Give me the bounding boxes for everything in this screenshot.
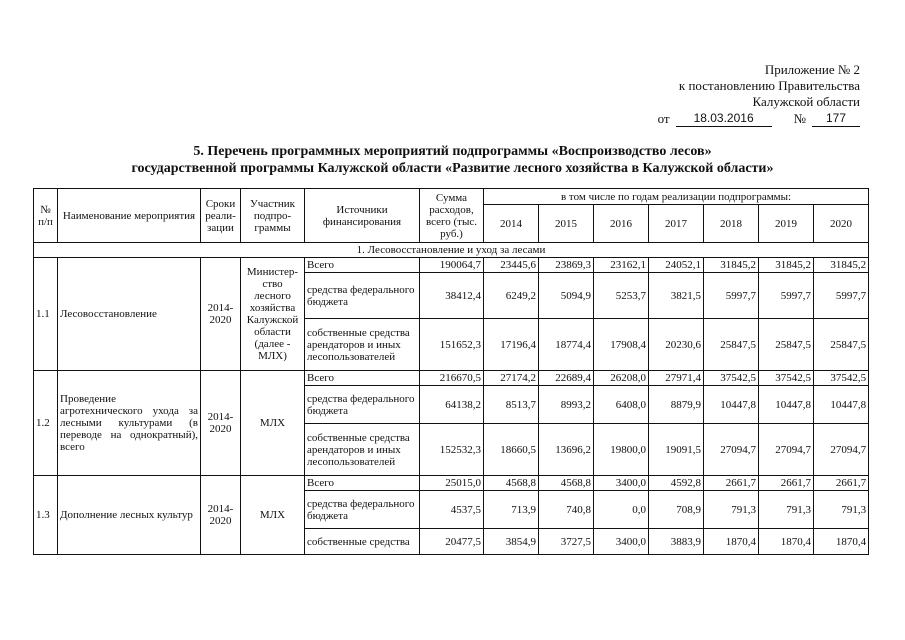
header-total: Сумма расходов, всего (тыс. руб.) (420, 189, 484, 243)
row-participant: Министер-ство лесного хозяйства Калужской области (далее - МЛХ) (241, 258, 305, 371)
row-num: 1.1 (34, 258, 58, 371)
year-value: 37542,5 (814, 371, 869, 386)
year-value: 18660,5 (484, 424, 539, 476)
year-value: 4568,8 (539, 476, 594, 491)
row-num: 1.2 (34, 371, 58, 476)
row-name: Дополнение лесных культур (58, 476, 201, 555)
title-line-1: 5. Перечень программных мероприятий подпрограммы «Воспроизводство лесов» (193, 144, 712, 159)
date-prefix: от (657, 111, 670, 126)
header-year: 2019 (759, 205, 814, 243)
title-line-2: государственной программы Калужской области «Развитие лесного хозяйства в Калужской области» (131, 161, 774, 176)
appendix-block (658, 62, 860, 127)
year-value: 20230,6 (649, 319, 704, 371)
year-value: 19091,5 (649, 424, 704, 476)
header-sources: Источники финансирования (305, 189, 420, 243)
year-value: 791,3 (704, 491, 759, 529)
source-total: 4537,5 (420, 491, 484, 529)
year-value: 19800,0 (594, 424, 649, 476)
year-value: 1870,4 (759, 529, 814, 555)
year-value: 2661,7 (704, 476, 759, 491)
appendix-date-line (658, 110, 860, 127)
year-value: 4592,8 (649, 476, 704, 491)
number-prefix: № (793, 111, 806, 126)
year-value: 31845,2 (814, 258, 869, 273)
year-value: 31845,2 (704, 258, 759, 273)
document-title (0, 143, 905, 177)
year-value: 5253,7 (594, 273, 649, 319)
appendix-number: 177 (812, 110, 860, 127)
appendix-date: 18.03.2016 (676, 110, 772, 127)
year-value: 23869,3 (539, 258, 594, 273)
source-total: 38412,4 (420, 273, 484, 319)
table-row (34, 258, 869, 273)
header-year: 2016 (594, 205, 649, 243)
year-value: 27094,7 (759, 424, 814, 476)
row-terms: 2014-2020 (201, 476, 241, 555)
section-title: 1. Лесовосстановление и уход за лесами (34, 243, 869, 258)
year-value: 3854,9 (484, 529, 539, 555)
appendix-line-2: к постановлению Правительства (678, 78, 860, 93)
year-value: 25847,5 (704, 319, 759, 371)
year-value: 8879,9 (649, 386, 704, 424)
year-value: 10447,8 (704, 386, 759, 424)
year-value: 791,3 (814, 491, 869, 529)
table-row (34, 476, 869, 491)
header-terms: Сроки реали-зации (201, 189, 241, 243)
year-value: 17908,4 (594, 319, 649, 371)
year-value: 10447,8 (814, 386, 869, 424)
source-total: 20477,5 (420, 529, 484, 555)
year-value: 3883,9 (649, 529, 704, 555)
year-value: 37542,5 (704, 371, 759, 386)
year-value: 6249,2 (484, 273, 539, 319)
source-total: 152532,3 (420, 424, 484, 476)
year-value: 2661,7 (814, 476, 869, 491)
source-total: 190064,7 (420, 258, 484, 273)
section-row (34, 243, 869, 258)
source-label: Всего (305, 371, 420, 386)
source-label: собственные средства (305, 529, 420, 555)
year-value: 6408,0 (594, 386, 649, 424)
header-row-1 (34, 189, 869, 205)
row-name: Лесовосстановление (58, 258, 201, 371)
year-value: 23162,1 (594, 258, 649, 273)
row-participant: МЛХ (241, 476, 305, 555)
year-value: 18774,4 (539, 319, 594, 371)
year-value: 31845,2 (759, 258, 814, 273)
source-total: 64138,2 (420, 386, 484, 424)
measures-table (33, 188, 869, 555)
year-value: 4568,8 (484, 476, 539, 491)
year-value: 27971,4 (649, 371, 704, 386)
year-value: 740,8 (539, 491, 594, 529)
year-value: 791,3 (759, 491, 814, 529)
year-value: 8513,7 (484, 386, 539, 424)
year-value: 26208,0 (594, 371, 649, 386)
row-terms: 2014-2020 (201, 258, 241, 371)
source-total: 25015,0 (420, 476, 484, 491)
year-value: 5997,7 (759, 273, 814, 319)
row-terms: 2014-2020 (201, 371, 241, 476)
row-name: Проведение агротехнического ухода за лесными культурами (в переводе на однократный), всего (58, 371, 201, 476)
source-label: средства федерального бюджета (305, 273, 420, 319)
year-value: 5997,7 (704, 273, 759, 319)
header-year: 2020 (814, 205, 869, 243)
year-value: 23445,6 (484, 258, 539, 273)
year-value: 3727,5 (539, 529, 594, 555)
source-total: 216670,5 (420, 371, 484, 386)
year-value: 2661,7 (759, 476, 814, 491)
year-value: 17196,4 (484, 319, 539, 371)
year-value: 13696,2 (539, 424, 594, 476)
source-label: Всего (305, 258, 420, 273)
year-value: 10447,8 (759, 386, 814, 424)
row-num: 1.3 (34, 476, 58, 555)
year-value: 22689,4 (539, 371, 594, 386)
header-year: 2018 (704, 205, 759, 243)
year-value: 5094,9 (539, 273, 594, 319)
year-value: 3400,0 (594, 476, 649, 491)
header-name: Наименование мероприятия (58, 189, 201, 243)
year-value: 27094,7 (704, 424, 759, 476)
source-label: собственные средства арендаторов и иных лесопользователей (305, 319, 420, 371)
year-value: 37542,5 (759, 371, 814, 386)
year-value: 713,9 (484, 491, 539, 529)
header-year: 2014 (484, 205, 539, 243)
year-value: 3821,5 (649, 273, 704, 319)
header-participant: Участник подпро-граммы (241, 189, 305, 243)
source-label: средства федерального бюджета (305, 386, 420, 424)
header-by-years: в том числе по годам реализации подпрограммы: (484, 189, 869, 205)
header-year: 2017 (649, 205, 704, 243)
source-total: 151652,3 (420, 319, 484, 371)
year-value: 1870,4 (814, 529, 869, 555)
year-value: 27094,7 (814, 424, 869, 476)
year-value: 27174,2 (484, 371, 539, 386)
year-value: 5997,7 (814, 273, 869, 319)
year-value: 25847,5 (759, 319, 814, 371)
appendix-line-1: Приложение № 2 (764, 62, 860, 77)
year-value: 3400,0 (594, 529, 649, 555)
source-label: средства федерального бюджета (305, 491, 420, 529)
source-label: Всего (305, 476, 420, 491)
source-label: собственные средства арендаторов и иных лесопользователей (305, 424, 420, 476)
table-row (34, 371, 869, 386)
header-num: № п/п (34, 189, 58, 243)
year-value: 24052,1 (649, 258, 704, 273)
appendix-line-3: Калужской области (752, 94, 860, 109)
year-value: 25847,5 (814, 319, 869, 371)
year-value: 1870,4 (704, 529, 759, 555)
year-value: 708,9 (649, 491, 704, 529)
year-value: 8993,2 (539, 386, 594, 424)
row-participant: МЛХ (241, 371, 305, 476)
header-year: 2015 (539, 205, 594, 243)
year-value: 0,0 (594, 491, 649, 529)
